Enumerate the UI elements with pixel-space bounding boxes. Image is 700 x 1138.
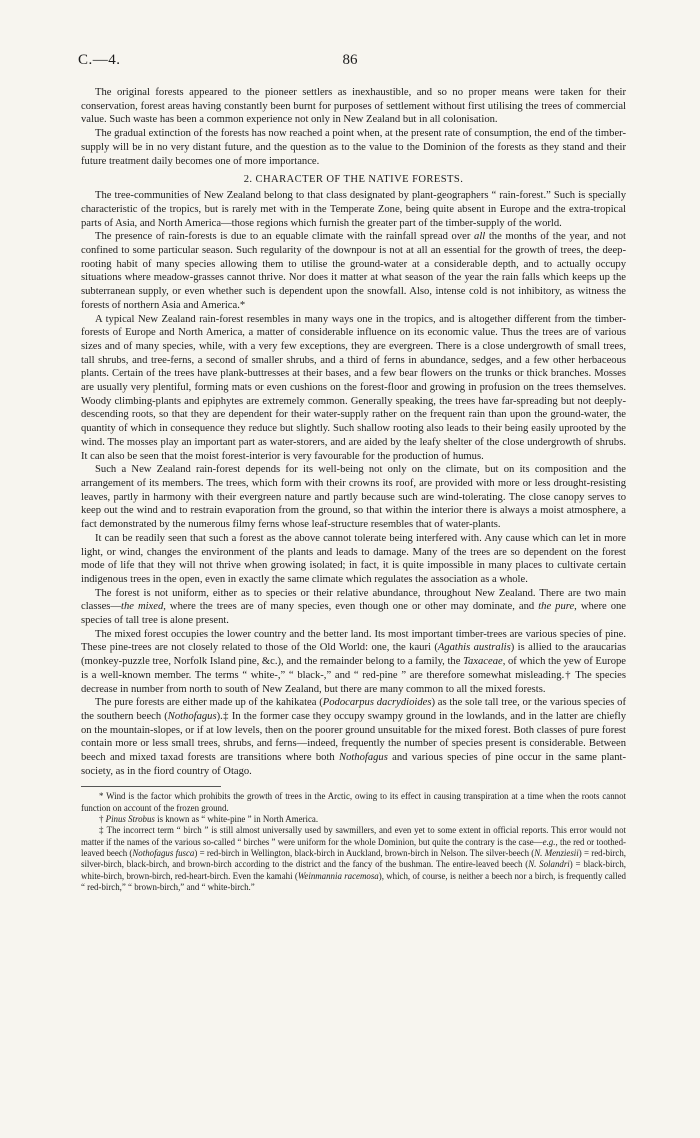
page-number: 86 [342,52,358,68]
footnote-3: ‡ The incorrect term “ birch ” is still almost universally used by sawmillers, and even yet to some extent in official reports. This error would not matter if the names of the various so-called “ birches ” were uniform for the whole Dominion, but quite the contrary is the case—e.g., the red or toothed-leaved beech (Nothofagus fusca) = red-birch in Wellington, black-birch in Auckland, brown-birch in Nelson. The silver-beech (N. Menziesii) = red-birch, silver-birch, black-birch, and brown-birch according to the district and the fancy of the bushman. The entire-leaved beech (N. Solandri) = black-birch, white-birch, brown-birch, red-heart-birch. Even the kamahi (Weinmannia racemosa), which, of course, is neither a beech nor a birch, is frequently called “ red-birch,” “ brown-birch,” and “ white-birch.” [81,825,627,892]
section-paragraph-8: The pure forests are either made up of the kahikatea (Podocarpus dacrydioides) as the sole tall tree, or the various species of the southern beech (Nothofagus).‡ In the former case they occupy swampy ground in the lowlands, and in the latter are chiefly on the mountain-slopes, or if at low levels, then on the poorer ground unsuitable for the mixed forest. Both classes of pure forest contain more or less small trees, shrubs, and ferns—indeed, frequently the number of species present is considerable. Between beech and mixed taxad forests are transitions where both Nothofagus and various species of pine occur in the same plant-society, as in the fiord country of Otago. [81,697,627,777]
body-text [81,86,626,893]
section-paragraph-6: The forest is not uniform, either as to species or their relative abundance, throughout New Zealand. There are two main classes—the mixed, where the trees are of many species, even though one or other may dominate, and the pure, where one species of tall tree is alone present. [81,587,626,627]
intro-paragraph-2: The gradual extinction of the forests has now reached a point when, at the present rate of consumption, the end of the timber-supply will be in no very distant future, and the question as to the value to the Dominion of the forests as they stand and their future treatment daily becomes one of more importance. [81,128,626,167]
footnote-2: † Pinus Strobus is known as “ white-pine ” in North America. [99,814,319,825]
section-paragraph-7: The mixed forest occupies the lower country and the better land. Its most important timber-trees are various species of pine. These pine-trees are not closely related to those of the Old World: one, the kauri (Agathis australis) is allied to the araucarias (monkey-puzzle tree, Norfolk Island pine, &c.), and the remainder belong to a family, the Taxaceae, of which the yew of Europe is a well-known member. The terms “ white-,” “ black-,” and “ red-pine ” are therefore somewhat misleading.† The species decrease in number from north to south of New Zealand, but there are many common to all the mixed forests. [81,628,626,695]
footnote-1: * Wind is the factor which prohibits the growth of trees in the Arctic, owing to its effect in causing transpiration at a time when the roots cannot function on account of the frozen ground. [81,791,626,813]
section-paragraph-1: The tree-communities of New Zealand belong to that class designated by plant-geographers “ rain-forest.” Such is specially characteristic of the tropics, but is rarely met with in the Temperate Zone, being quite absent in Europe and the extra-tropical parts of Asia, and North America—those regions which furnish the greater part of the timber-supply of the world. [81,190,626,229]
intro-paragraph-1: The original forests appeared to the pioneer settlers as inexhaustible, and so no proper means were taken for their conservation, forest areas having constantly been burnt for purposes of settlement without first utilising the trees of commercial value. Such waste has been a common experience not only in New Zealand but in all colonisation. [81,87,626,126]
footnotes [81,791,626,893]
footnote-divider [81,786,221,787]
section-paragraph-2: The presence of rain-forests is due to an equable climate with the rainfall spread over all the months of the year, and not confined to some particular season. Such regularity of the downpour is not at all an essential for the growth of trees, the deep-rooting habit of many species allowing them to utilise the ground-water at a considerable depth, and to actually occupy situations where meadow-grasses cannot thrive. Nor does it matter at what season of the year the rain falls which keeps up the subterranean supply, or even whether such is dependent upon the snowfall. Also, intense cold is not inhibitory, as witness the forests of northern Asia and America.* [81,231,626,311]
section-paragraph-4: Such a New Zealand rain-forest depends for its well-being not only on the climate, but on its composition and the arrangement of its members. The trees, which form with their crowns its roof, are provided with more or less drought-resisting leaves, partly in harmony with their evergreen nature and partly because such are wind-tolerating. The close canopy serves to keep out the wind and to restrain evaporation from the ground, so that within the interior there is always a moist atmosphere, a fact demonstrated by the numerous filmy ferns whose leaf-structure resembles that of water-plants. [81,464,626,531]
section-heading: 2. CHARACTER OF THE NATIVE FORESTS. [243,174,464,186]
page-header [78,52,622,72]
section-paragraph-3: A typical New Zealand rain-forest resembles in many ways one in the tropics, and is altogether different from the timber-forests of Europe and North America, a matter of considerable influence on its economic value. Thus the trees are of various sizes and of many species, while, with a very few exceptions, they are evergreen. There is a close undergrowth of small trees, tall shrubs, and tree-ferns, a second of smaller shrubs, and a third of ferns in abundance, sedges, and a few other herbaceous plants. Certain of the trees have plank-buttresses at their bases, and a few bear flowers on the trunks or thick branches. Mosses are usually very plentiful, forming mats or even cushions on the forest-floor and growing in profusion on the trees themselves. Woody climbing-plants and epiphytes are extremely common. Generally speaking, the trees have far-spreading but not deeply-descending roots, so that they are dependent for their water-supply rather on the frequent rain than upon the ground-water, the quantity of which in consequence they reduce but slightly. Such shallow rooting also leads to their being easily uprooted by the wind. The mosses play an important part as water-storers, and are aided by the leafy shelter of the close undergrowth of shrubs. It can also be seen that the moist forest-interior is very favourable for the production of humus. [81,313,626,462]
section-paragraph-5: It can be readily seen that such a forest as the above cannot tolerate being interfered with. Any cause which can let in more light, or wind, changes the environment of the plants and leads to damage. Many of the trees are so dependent on the forest mode of life that they will not thrive when growing isolated; in fact, it is quite impossible in many places to cultivate certain indigenous trees in the open, even in exactly the same climate which regulates the association as a whole. [81,532,626,585]
document-reference: C.—4. [78,52,121,68]
